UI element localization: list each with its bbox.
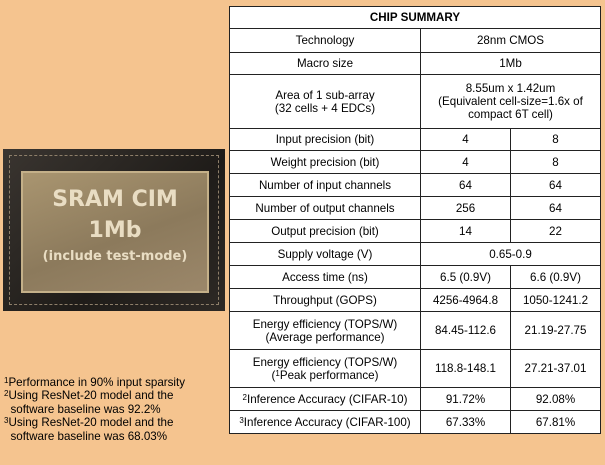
footnote-1: $^1$Performance in 90% input sparsity (4, 376, 186, 389)
table-title: CHIP SUMMARY (230, 7, 601, 29)
table-row: Throughput (GOPS) 4256-4964.8 1050-1241.2 (230, 289, 601, 312)
table-row: Energy efficiency (TOPS/W) (Average performance) 84.45-112.6 21.19-27.75 (230, 312, 601, 350)
chip-summary-table (229, 6, 601, 434)
footnote-2-cont: software baseline was 92.2% (10, 402, 161, 416)
table-row: Energy efficiency (TOPS/W) ($^1$Peak performance) 118.8-148.1 27.21-37.01 (230, 350, 601, 388)
table-row: Area of 1 sub-array (32 cells + 4 EDCs) 8.55um x 1.42um (Equivalent cell-size=1.6x of compact 6T cell) (230, 75, 601, 129)
chip-label-size: 1Mb (88, 218, 142, 243)
footnote-2: $^2$Using ResNet-20 model and the (4, 389, 174, 403)
footnote-3-cont: software baseline was 68.03% (10, 429, 168, 443)
table-row: Input precision (bit) 4 8 (230, 129, 601, 151)
table-row: Access time (ns) 6.5 (0.9V) 6.6 (0.9V) (230, 266, 601, 289)
chip-die-photo (3, 149, 225, 311)
table-row: Technology 28nm CMOS (230, 29, 601, 53)
table-row: Number of output channels 256 64 (230, 197, 601, 220)
chip-label-note: (include test-mode) (42, 249, 188, 264)
table-row: Number of input channels 64 64 (230, 174, 601, 197)
table-row: $^2$Inference Accuracy (CIFAR-10) 91.72% 92.08% (230, 388, 601, 411)
table-row: $^3$Inference Accuracy (CIFAR-100) 67.33% 67.81% (230, 411, 601, 434)
table-row: Supply voltage (V) 0.65-0.9 (230, 243, 601, 266)
table-row: Weight precision (bit) 4 8 (230, 151, 601, 174)
chip-label-title: SRAM CIM (52, 187, 178, 212)
footnotes (4, 376, 228, 443)
chip-die-label-area (21, 171, 209, 293)
table-row: Output precision (bit) 14 22 (230, 220, 601, 243)
footnote-3: $^3$Using ResNet-20 model and the (4, 416, 174, 430)
table-row: Macro size 1Mb (230, 53, 601, 75)
